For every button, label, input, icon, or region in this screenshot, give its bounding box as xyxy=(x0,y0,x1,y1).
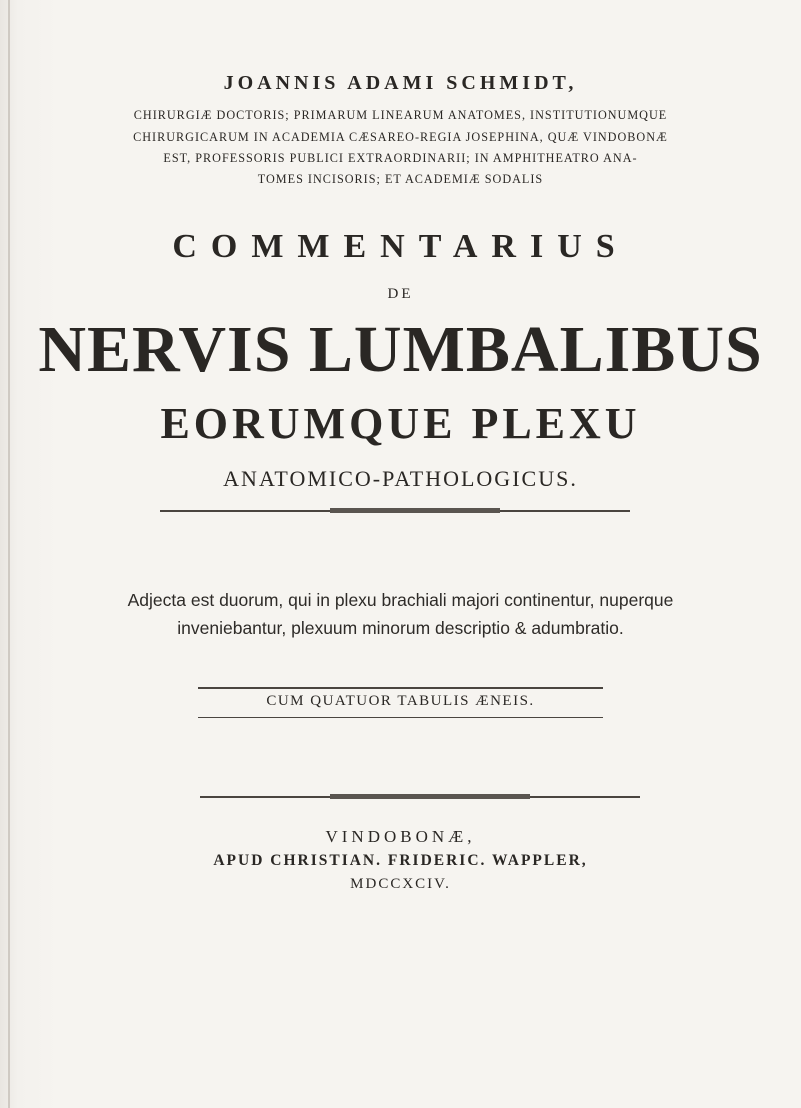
description-line: inveniebantur, plexuum minorum descriptio & adumbratio. xyxy=(177,618,624,638)
main-title-line-1: NERVIS LUMBALIBUS xyxy=(38,313,763,386)
main-title-line-2: EORUMQUE PLEXU xyxy=(160,399,641,448)
main-title-line-3: ANATOMICO-PATHOLOGICUS. xyxy=(223,466,578,491)
ornamental-rule-center xyxy=(330,508,500,513)
author-credentials-line: TOMES INCISORIS; ET ACADEMIÆ SODALIS xyxy=(257,172,544,186)
imprint-city: VINDOBONÆ, xyxy=(325,827,476,846)
plates-note: CUM QUATUOR TABULIS ÆNEIS. xyxy=(266,693,535,709)
author-credentials-line: EST, PROFESSORIS PUBLICI EXTRAORDINARII; IN AMPHITHEATRO ANA- xyxy=(163,151,638,165)
imprint-year: MDCCXCIV. xyxy=(350,876,451,892)
preposition-de: DE xyxy=(387,286,414,302)
page-fold-edge xyxy=(8,0,10,1108)
author-credentials-line: CHIRURGICARUM IN ACADEMIA CÆSAREO-REGIA JOSEPHINA, QUÆ VINDOBONÆ xyxy=(133,130,668,144)
imprint-printer: APUD CHRISTIAN. FRIDERIC. WAPPLER, xyxy=(213,852,588,869)
author-name: JOANNIS ADAMI SCHMIDT, xyxy=(223,72,578,94)
ornamental-rule-center xyxy=(330,794,530,799)
author-credentials-line: CHIRURGIÆ DOCTORIS; PRIMARUM LINEARUM ANATOMES, INSTITUTIONUMQUE xyxy=(133,108,668,122)
plates-rule-top xyxy=(198,687,603,689)
plates-rule-bottom xyxy=(198,717,603,718)
description-line: Adjecta est duorum, qui in plexu brachiali majori continentur, nuperque xyxy=(127,590,674,610)
work-type-heading: COMMENTARIUS xyxy=(172,228,629,265)
